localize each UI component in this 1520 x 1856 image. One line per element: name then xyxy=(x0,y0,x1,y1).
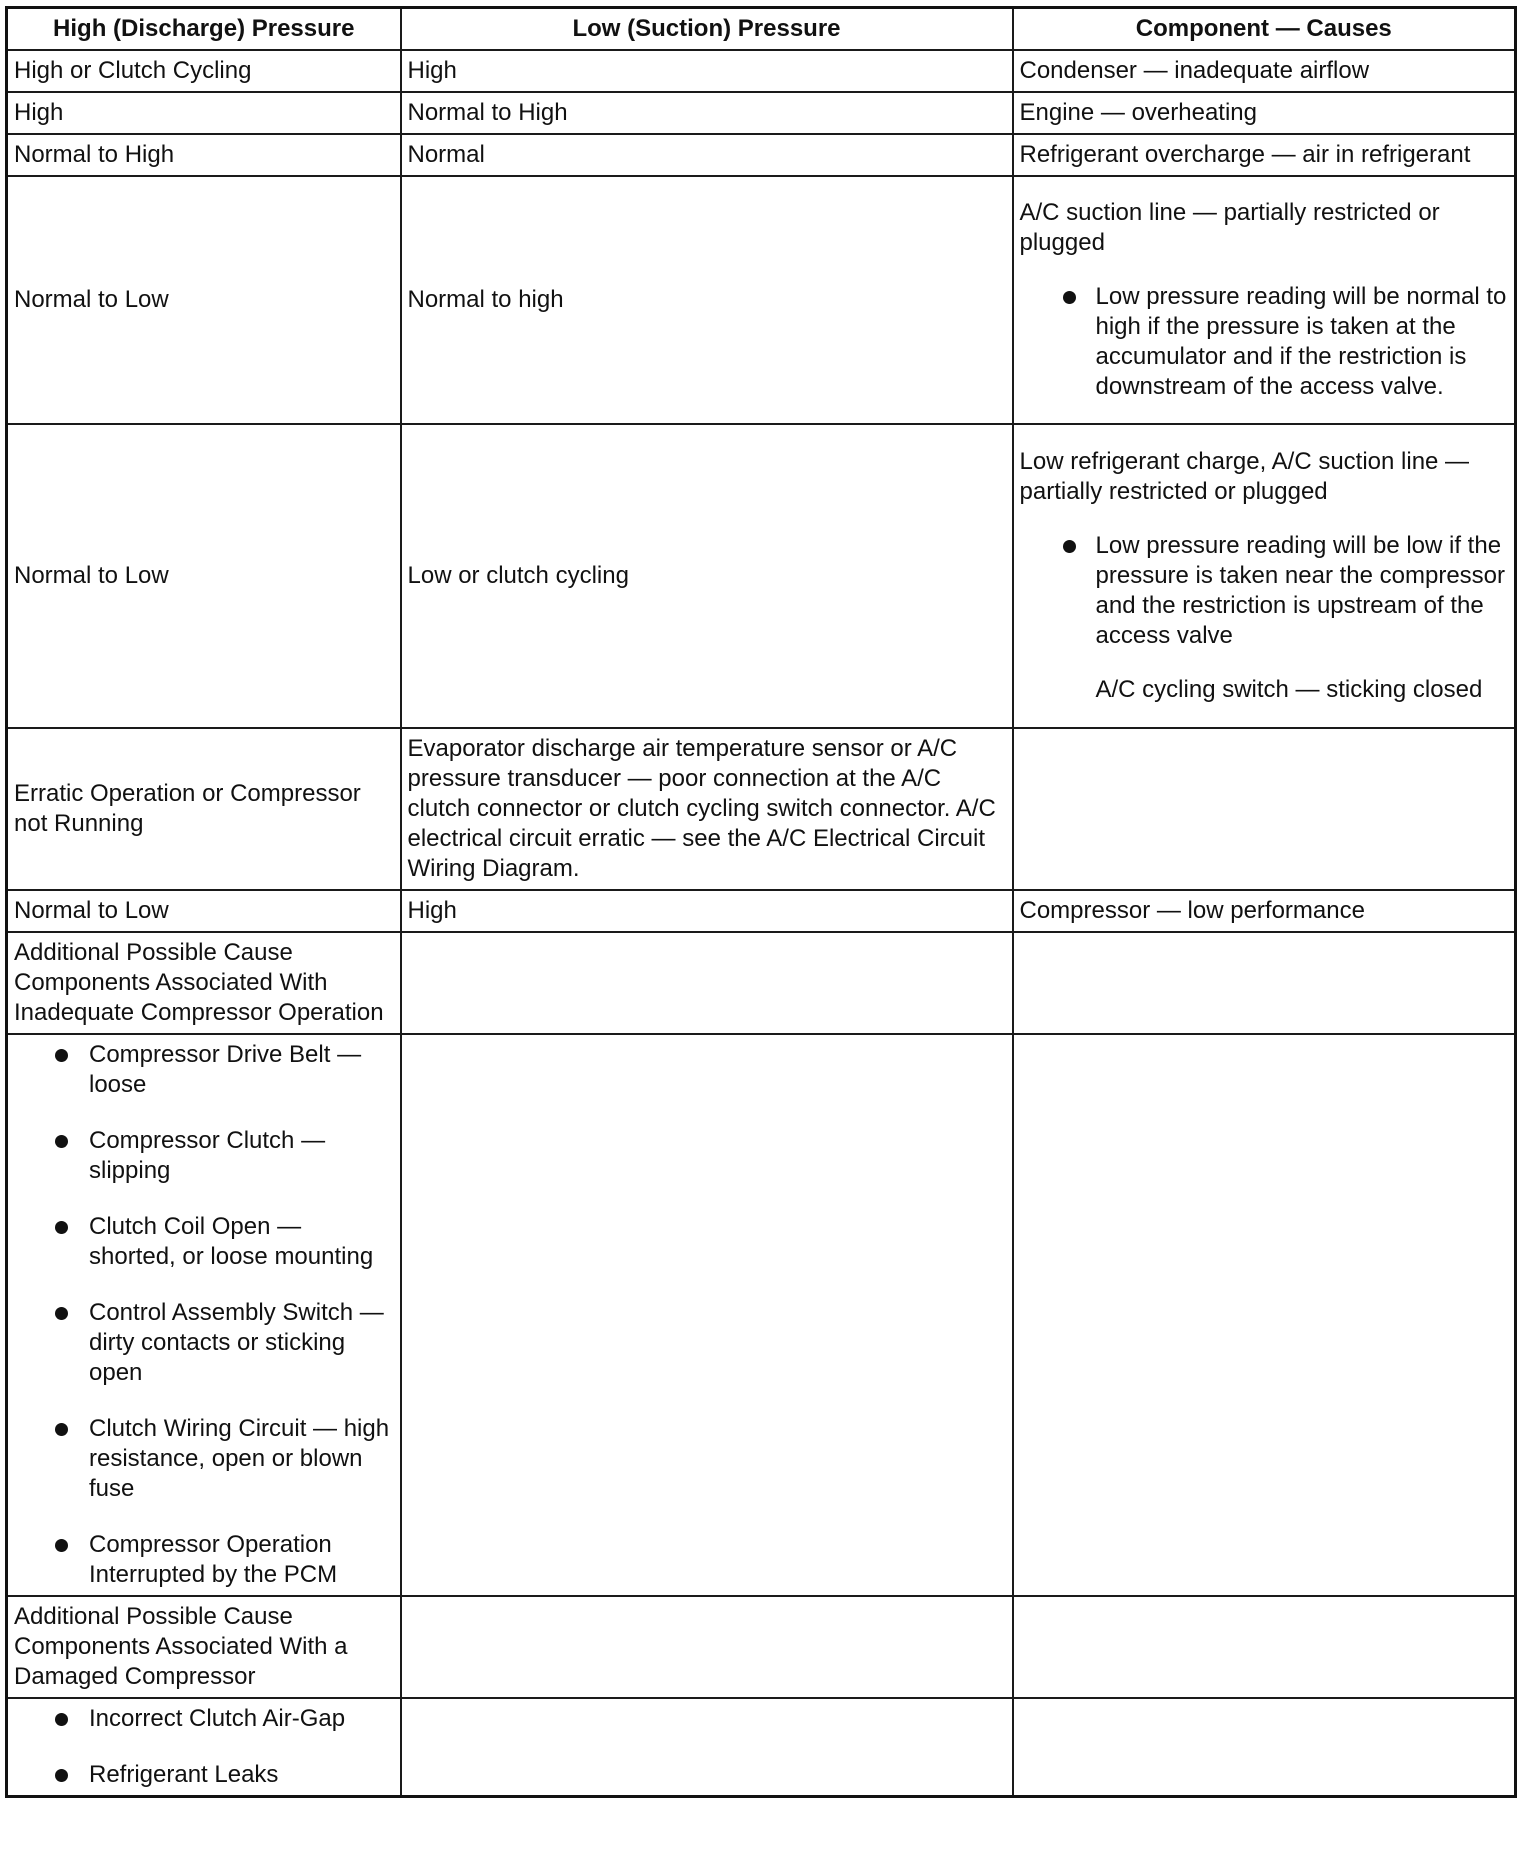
section-list-row xyxy=(7,1034,1516,1596)
table-header-row xyxy=(7,8,1516,51)
inadequate-operation-list xyxy=(14,1040,394,1590)
low-pressure-cell: Evaporator discharge air temperature sensor or A/C pressure transducer — poor connection at the A/C clutch connector or clutch cycling switch connector. A/C electrical circuit erratic — see the A/C Electrical Circuit Wiring Diagram. xyxy=(401,728,1013,890)
cause-bullet-list xyxy=(1020,282,1509,402)
section-list-row xyxy=(7,1698,1516,1797)
table-row xyxy=(7,50,1516,92)
list-item: Compressor Drive Belt — loose xyxy=(14,1040,394,1100)
section-heading-row xyxy=(7,1596,1516,1698)
pressure-diagnosis-table xyxy=(5,6,1517,1798)
cause-cell xyxy=(1013,424,1516,728)
cause-cell xyxy=(1013,728,1516,890)
cause-text: Low refrigerant charge, A/C suction line — partially restricted or plugged xyxy=(1019,448,1470,505)
high-pressure-cell: High or Clutch Cycling xyxy=(7,50,401,92)
list-item: Compressor Operation Interrupted by the PCM xyxy=(14,1530,394,1590)
empty-cell xyxy=(401,932,1013,1034)
cause-cell xyxy=(1013,176,1516,424)
high-pressure-cell: Normal to Low xyxy=(7,890,401,932)
low-pressure-cell: Normal to High xyxy=(401,92,1013,134)
list-item: Control Assembly Switch — dirty contacts or sticking open xyxy=(14,1298,394,1388)
table-row xyxy=(7,176,1516,424)
table-row xyxy=(7,424,1516,728)
table-row xyxy=(7,92,1516,134)
cause-bullet-list xyxy=(1020,531,1509,651)
list-item: Clutch Wiring Circuit — high resistance, open or blown fuse xyxy=(14,1414,394,1504)
section-heading-row xyxy=(7,932,1516,1034)
empty-cell xyxy=(1013,1034,1516,1596)
high-pressure-cell: High xyxy=(7,92,401,134)
cause-bullet: Low pressure reading will be normal to high if the pressure is taken at the accumulator and if the restriction is downstream of the access valve. xyxy=(1020,282,1509,402)
table-row xyxy=(7,890,1516,932)
table-row xyxy=(7,134,1516,176)
table-row xyxy=(7,728,1516,890)
low-pressure-cell: High xyxy=(401,50,1013,92)
inadequate-operation-list-cell xyxy=(7,1034,401,1596)
empty-cell xyxy=(401,1698,1013,1797)
cause-cell: Engine — overheating xyxy=(1013,92,1516,134)
cause-cell: Compressor — low performance xyxy=(1013,890,1516,932)
damaged-compressor-heading: Additional Possible Cause Components Associated With a Damaged Compressor xyxy=(7,1596,401,1698)
empty-cell xyxy=(1013,1596,1516,1698)
column-header-causes: Component — Causes xyxy=(1013,8,1516,51)
cause-cell: Condenser — inadequate airflow xyxy=(1013,50,1516,92)
list-item: Refrigerant Leaks xyxy=(14,1760,394,1790)
empty-cell xyxy=(401,1596,1013,1698)
cause-bullet: Low pressure reading will be low if the pressure is taken near the compressor and the restriction is upstream of the access valve xyxy=(1020,531,1509,651)
inadequate-operation-heading: Additional Possible Cause Components Associated With Inadequate Compressor Operation xyxy=(7,932,401,1034)
column-header-high-pressure: High (Discharge) Pressure xyxy=(7,8,401,51)
low-pressure-cell: Low or clutch cycling xyxy=(401,424,1013,728)
column-header-low-pressure: Low (Suction) Pressure xyxy=(401,8,1013,51)
list-item: Compressor Clutch — slipping xyxy=(14,1126,394,1186)
damaged-compressor-list-cell xyxy=(7,1698,401,1797)
low-pressure-cell: Normal xyxy=(401,134,1013,176)
high-pressure-cell: Erratic Operation or Compressor not Running xyxy=(7,728,401,890)
high-pressure-cell: Normal to Low xyxy=(7,176,401,424)
list-item: Clutch Coil Open — shorted, or loose mounting xyxy=(14,1212,394,1272)
list-item: Incorrect Clutch Air-Gap xyxy=(14,1704,394,1734)
empty-cell xyxy=(401,1034,1013,1596)
empty-cell xyxy=(1013,1698,1516,1797)
cause-text: A/C suction line — partially restricted or plugged xyxy=(1019,199,1440,256)
damaged-compressor-list xyxy=(14,1704,394,1790)
high-pressure-cell: Normal to Low xyxy=(7,424,401,728)
empty-cell xyxy=(1013,932,1516,1034)
high-pressure-cell: Normal to High xyxy=(7,134,401,176)
low-pressure-cell: High xyxy=(401,890,1013,932)
low-pressure-cell: Normal to high xyxy=(401,176,1013,424)
cause-note: A/C cycling switch — sticking closed xyxy=(1095,676,1483,703)
cause-cell: Refrigerant overcharge — air in refrigerant xyxy=(1013,134,1516,176)
